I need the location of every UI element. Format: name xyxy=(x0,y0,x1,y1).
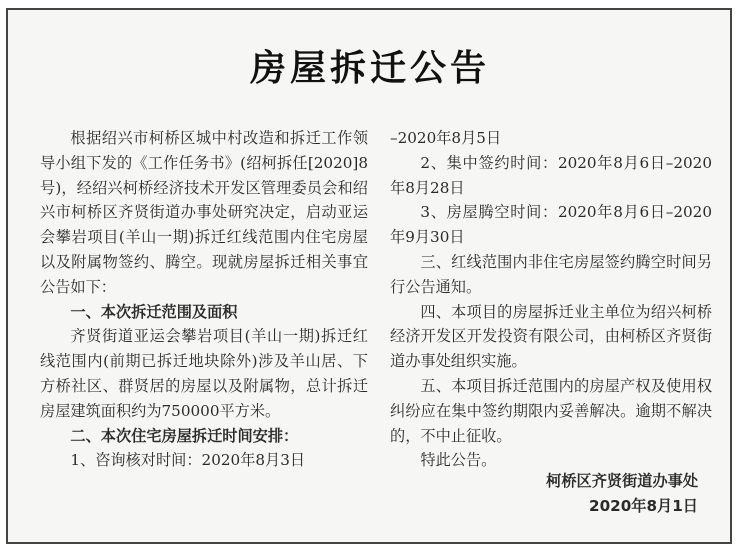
non-residential-paragraph: 三、红线范围内非住宅房屋签约腾空时间另行公告通知。 xyxy=(390,252,712,296)
schedule-item-consult: 1、咨询核对时间：2020年8月3日 xyxy=(70,451,306,470)
section-heading-scope: 一、本次拆迁范围及面积 xyxy=(70,302,238,321)
closing-text: 特此公告。 xyxy=(420,451,497,470)
schedule-item-vacate: 3、房屋腾空时间：2020年8月6日–2020年9月30日 xyxy=(390,203,712,247)
dispute-paragraph: 五、本项目拆迁范围内的房屋产权及使用权纠纷应在集中签约期限内妥善解决。逾期不解决的，不中止征收。 xyxy=(390,376,712,445)
section-heading-schedule: 二、本次住宅房屋拆迁时间安排： xyxy=(70,426,299,445)
signature-org: 柯桥区齐贤街道办事处 xyxy=(546,472,698,490)
scope-paragraph: 齐贤街道亚运会攀岩项目(羊山一期)拆迁红线范围内(前期已拆迁地块除外)涉及羊山居、下方桥社区、群贤居的房屋以及附属物，总计拆迁房屋建筑面积约为750000平方米。 xyxy=(40,327,368,420)
page-title: 房屋拆迁公告 xyxy=(249,48,490,89)
intro-paragraph: 根据绍兴市柯桥区城中村改造和拆迁工作领导小组下发的《工作任务书》(绍柯拆任[2020]8号)，经绍兴柯桥经济技术开发区管理委员会和绍兴市柯桥区齐贤街道办事处研究决定，启动亚运会攀岩项目(羊山一期)拆迁红线范围内住宅房屋以及附属物签约、腾空。现就房屋拆迁相关事宜公告如下： xyxy=(40,129,368,296)
owner-unit-paragraph: 四、本项目的房屋拆迁业主单位为绍兴柯桥经济开发区开发投资有限公司，由柯桥区齐贤街道办事处组织实施。 xyxy=(390,302,712,371)
schedule-item-consult-continued: –2020年8月5日 xyxy=(390,129,502,147)
signature-date: 2020年8月1日 xyxy=(589,497,698,515)
left-column xyxy=(40,126,368,473)
right-column xyxy=(390,126,712,473)
schedule-item-sign: 2、集中签约时间：2020年8月6日–2020年8月28日 xyxy=(390,153,712,197)
